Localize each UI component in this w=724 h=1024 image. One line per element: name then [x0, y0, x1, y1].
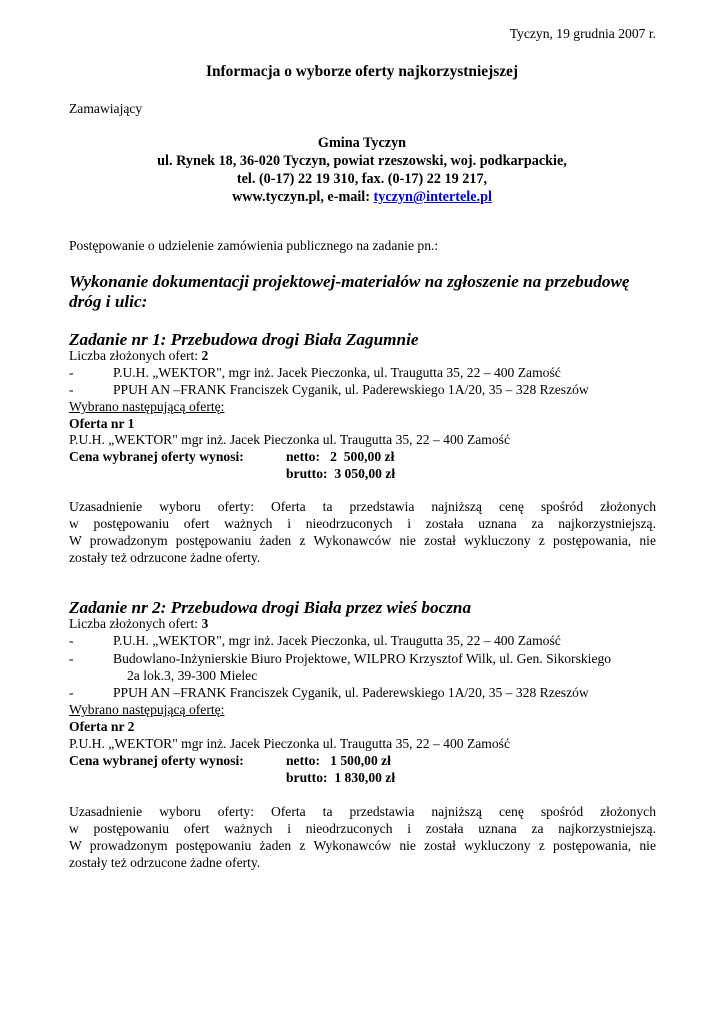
task2-netto: netto: 1 500,00 zł	[286, 753, 391, 768]
list-bullet: -	[69, 633, 74, 648]
list-item: PPUH AN –FRANK Franciszek Cyganik, ul. Paderewskiego 1A/20, 35 – 328 Rzeszów	[113, 685, 589, 700]
task1-justification-line: zostały też odrzucone żadne oferty.	[69, 550, 261, 565]
list-item: P.U.H. „WEKTOR", mgr inż. Jacek Pieczonka, ul. Traugutta 35, 22 – 400 Zamość	[113, 633, 561, 648]
task2-justification-line: w postępowaniu ofert ważnych i nieodrzuconych i została uznana za najkorzystniejszą.	[69, 821, 656, 836]
task2-offer-number: Oferta nr 2	[69, 719, 135, 734]
ordering-party-label: Zamawiający	[69, 101, 143, 116]
task2-justification-line: Uzasadnienie wyboru oferty: Oferta ta przedstawia najniższą cenę spośród złożonych	[69, 804, 656, 819]
ordering-party-phone: tel. (0-17) 22 19 310, fax. (0-17) 22 19 217,	[236, 171, 488, 187]
document-date: Tyczyn, 19 grudnia 2007 r.	[509, 26, 656, 41]
task1-justification-line: w postępowaniu ofert ważnych i nieodrzuconych i została uznana za najkorzystniejszą.	[69, 516, 656, 531]
task-title-line-1: Wykonanie dokumentacji projektowej-materiałów na zgłoszenie na przebudowę	[69, 272, 630, 291]
list-bullet: -	[69, 651, 74, 666]
task1-justification-line: W prowadzonym postępowaniu żaden z Wykonawców nie został wykluczony z postępowania, nie	[69, 533, 656, 548]
document-title: Informacja o wyborze oferty najkorzystniejszej	[206, 63, 518, 80]
email-link[interactable]: tyczyn@intertele.pl	[373, 189, 492, 205]
task2-justification-line: zostały też odrzucone żadne oferty.	[69, 855, 261, 870]
offers-count-label: Liczba złożonych ofert:	[69, 616, 202, 631]
ordering-party-address: ul. Rynek 18, 36-020 Tyczyn, powiat rzeszowski, woj. podkarpackie,	[157, 153, 567, 169]
task1-justification-line: Uzasadnienie wyboru oferty: Oferta ta przedstawia najniższą cenę spośród złożonych	[69, 499, 656, 514]
offers-count-value: 3	[201, 616, 209, 631]
offers-count-label: Liczba złożonych ofert:	[69, 348, 202, 363]
task2-justification-line: W prowadzonym postępowaniu żaden z Wykonawców nie został wykluczony z postępowania, nie	[69, 838, 656, 853]
task1-heading: Zadanie nr 1: Przebudowa drogi Biała Zagumnie	[69, 330, 419, 349]
task1-price-label: Cena wybranej oferty wynosi:	[69, 449, 244, 464]
list-bullet: -	[69, 685, 74, 700]
task2-offers-count	[69, 616, 208, 632]
list-item: Budowlano-Inżynierskie Biuro Projektowe, WILPRO Krzysztof Wilk, ul. Gen. Sikorskiego	[113, 651, 612, 666]
task1-offer-number: Oferta nr 1	[69, 416, 135, 431]
offers-count-value: 2	[201, 348, 209, 363]
ordering-party-contact	[0, 189, 724, 205]
task2-price-label: Cena wybranej oferty wynosi:	[69, 753, 244, 768]
procedure-intro: Postępowanie o udzielenie zamówienia publicznego na zadanie pn.:	[69, 238, 439, 253]
list-item-continuation: 2a lok.3, 39-300 Mielec	[127, 668, 258, 683]
task1-brutto: brutto: 3 050,00 zł	[286, 466, 396, 481]
task2-selected-label: Wybrano następującą ofertę:	[69, 702, 225, 717]
list-bullet: -	[69, 365, 74, 380]
list-item: P.U.H. „WEKTOR", mgr inż. Jacek Pieczonka, ul. Traugutta 35, 22 – 400 Zamość	[113, 365, 561, 380]
task1-winner: P.U.H. „WEKTOR" mgr inż. Jacek Pieczonka ul. Traugutta 35, 22 – 400 Zamość	[69, 432, 510, 447]
list-item: PPUH AN –FRANK Franciszek Cyganik, ul. Paderewskiego 1A/20, 35 – 328 Rzeszów	[113, 382, 589, 397]
task1-netto: netto: 2 500,00 zł	[286, 449, 395, 464]
task1-offers-count	[69, 348, 208, 364]
task1-selected-label: Wybrano następującą ofertę:	[69, 399, 225, 414]
task2-brutto: brutto: 1 830,00 zł	[286, 770, 396, 785]
task-title-line-2: dróg i ulic:	[69, 292, 148, 311]
task2-heading: Zadanie nr 2: Przebudowa drogi Biała przez wieś boczna	[69, 598, 472, 617]
ordering-party-name: Gmina Tyczyn	[317, 135, 407, 151]
task2-winner: P.U.H. „WEKTOR" mgr inż. Jacek Pieczonka ul. Traugutta 35, 22 – 400 Zamość	[69, 736, 510, 751]
list-bullet: -	[69, 382, 74, 397]
website-text: www.tyczyn.pl, e-mail:	[232, 189, 374, 205]
